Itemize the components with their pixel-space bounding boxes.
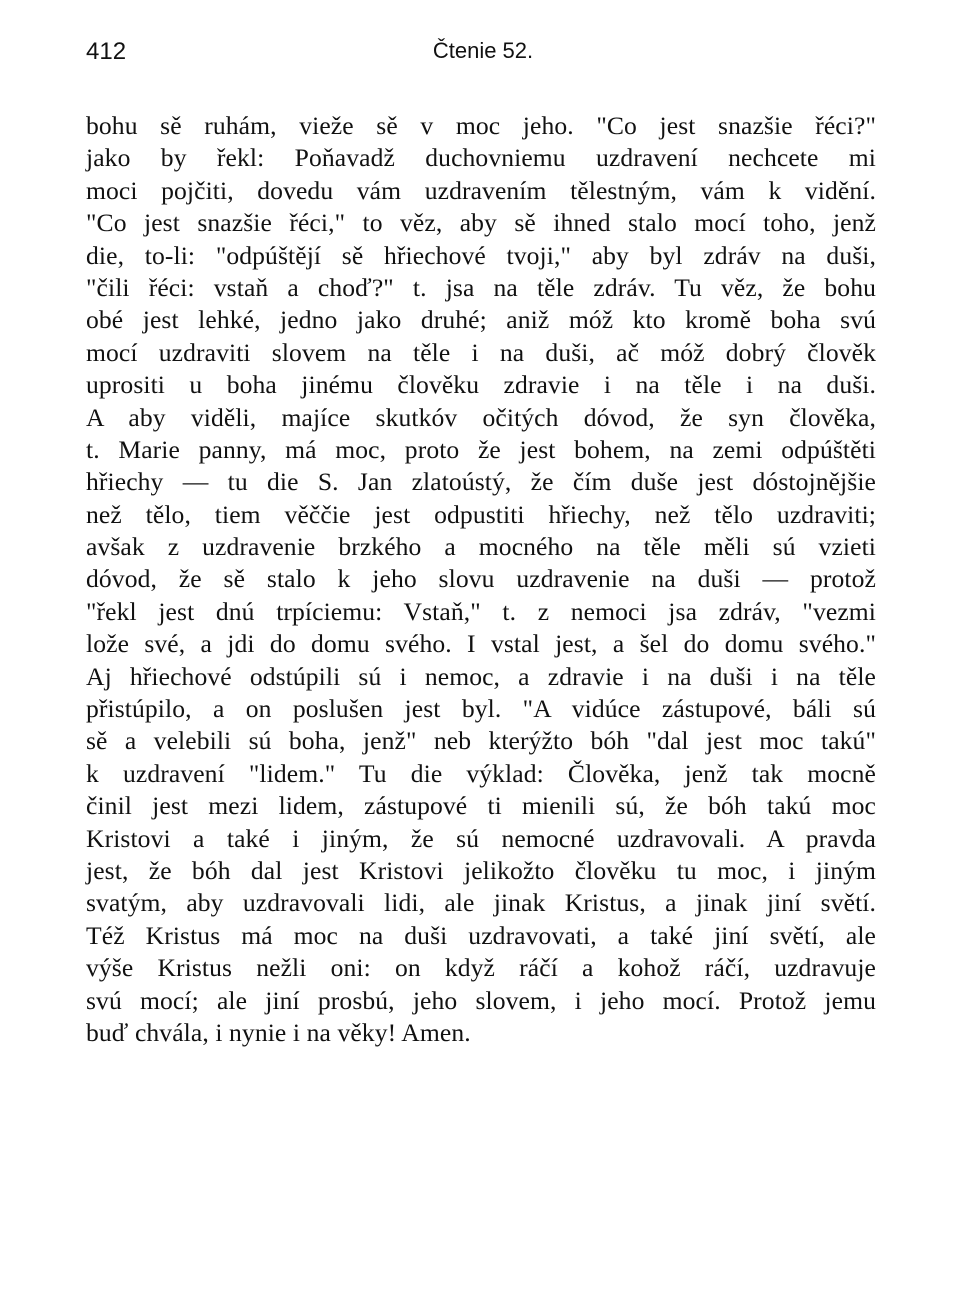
text-line: Aj hřiechové odstúpili sú i nemoc, a zdravie i na duši i na těle xyxy=(86,661,876,691)
text-line: k uzdravení "lidem." Tu die výklad: Člověka, jenž tak mocně xyxy=(86,758,876,788)
text-line: sě a velebili sú boha, jenž" neb kterýžto bóh "dal jest moc takú" xyxy=(86,726,876,756)
text-line: buď chvála, i nynie i na věky! Amen. xyxy=(86,1017,471,1047)
text-line: "Co jest snazšie řéci," to věz, aby sě ihned stalo mocí toho, jenž xyxy=(86,208,876,238)
text-line: "čili řéci: vstaň a choď?" t. jsa na těle zdráv. Tu věz, že bohu xyxy=(86,272,876,302)
text-line: výše Kristus nežli oni: on když ráčí a kohož ráčí, uzdravuje xyxy=(86,953,876,983)
text-line: činil jest mezi lidem, zástupové ti mienili sú, že bóh takú moc xyxy=(86,791,876,821)
text-line: moci pojčiti, dovedu vám uzdravením tělestným, vám k vidění. xyxy=(86,175,876,205)
text-line: bohu sě ruhám, vieže sě v moc jeho. "Co jest snazšie řéci?" xyxy=(86,111,876,140)
text-line: A aby viděli, majíce skutkóv očitých dóvod, že syn člověka, xyxy=(86,402,876,432)
running-head: Čtenie 52. xyxy=(432,38,534,63)
body-text xyxy=(86,110,876,1049)
text-line: jako by řekl: Poňavadž duchovniemu uzdravení nechcete mi xyxy=(86,143,876,173)
text-line: dóvod, že sě stalo k jeho slovu uzdravenie na duši — protož xyxy=(86,564,876,594)
text-line: přistúpilo, a on poslušen jest byl. "A vidúce zástupové, báli sú xyxy=(86,694,876,724)
text-line: jest, že bóh dal jest Kristovi jelikožto člověku tu moc, i jiným xyxy=(86,855,876,885)
text-line: svú mocí; ale jiní prosbú, jeho slovem, i jeho mocí. Protož jemu xyxy=(86,985,876,1015)
text-line: die, to-li: "odpúštějí sě hřiechové tvoji," aby byl zdráv na duši, xyxy=(86,240,876,270)
text-line: Kristovi a také i jiným, že sú nemocné uzdravovali. A pravda xyxy=(86,823,876,853)
text-line: než tělo, tiem věččie jest odpustiti hřiechy, než tělo uzdraviti; xyxy=(86,499,876,529)
text-line: mocí uzdraviti slovem na těle i na duši, ač móž dobrý člověk xyxy=(86,337,876,367)
text-line: Též Kristus má moc na duši uzdravovati, a také jiní světí, ale xyxy=(86,920,876,950)
text-line: hřiechy — tu die S. Jan zlatoústý, že čím duše jest dóstojnějšie xyxy=(86,467,876,497)
text-line: uprositi u boha jinému člověku zdravie i na těle i na duši. xyxy=(86,370,876,400)
page-header xyxy=(86,38,874,82)
text-line: "řekl jest dnú trpíciemu: Vstaň," t. z nemoci jsa zdráv, "vezmi xyxy=(86,596,876,626)
text-line: avšak z uzdravenie brzkého a mocného na těle měli sú vzieti xyxy=(86,532,876,562)
text-line: obé jest lehké, jedno jako druhé; aniž móž kto kromě boha svú xyxy=(86,305,876,335)
text-line: svatým, aby uzdravovali lidi, ale jinak Kristus, a jinak jiní světí. xyxy=(86,888,876,918)
text-line: t. Marie panny, má moc, proto že jest bohem, na zemi odpúštěti xyxy=(86,434,876,464)
text-line: lože své, a jdi do domu svého. I vstal jest, a šel do domu svého." xyxy=(86,629,876,659)
page-number: 412 xyxy=(86,38,127,65)
